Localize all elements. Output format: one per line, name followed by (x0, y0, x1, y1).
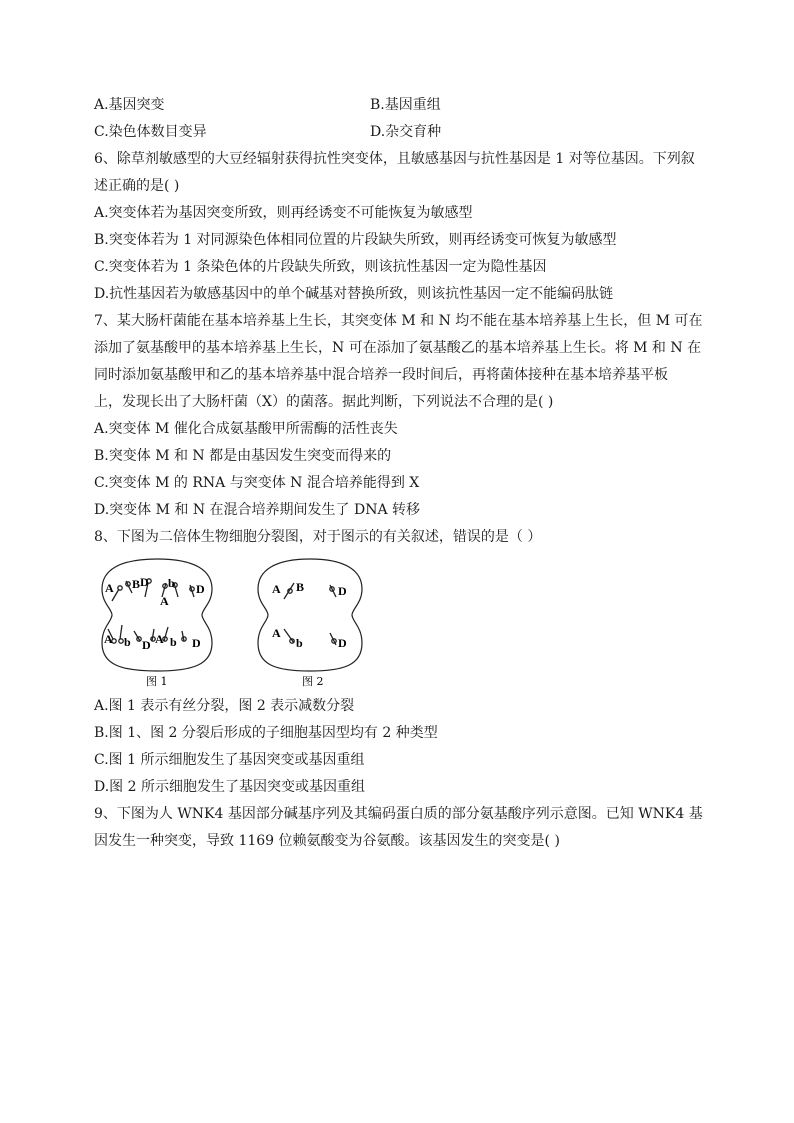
q7-stem-line-1: 7、某大肠杆菌能在基本培养基上生长，其突变体 M 和 N 均不能在基本培养基上生长，但 M 可在 (94, 313, 703, 329)
q8-option-a[interactable]: A.图 1 表示有丝分裂，图 2 表示减数分裂 (94, 698, 355, 714)
fig1-cell-membrane (102, 559, 212, 671)
q5-option-a[interactable]: A.基因突变 (94, 97, 165, 113)
q8-option-d[interactable]: D.图 2 所示细胞发生了基因突变或基因重组 (94, 779, 365, 795)
fig1-label-A-low-2: A (155, 632, 164, 646)
fig2-chromosomes (284, 583, 336, 645)
q7-option-d[interactable]: D.突变体 M 和 N 在混合培养期间发生了 DNA 转移 (94, 502, 421, 518)
q6-option-b[interactable]: B.突变体若为 1 对同源染色体相同位置的片段缺失所致，则再经诱变可恢复为敏感型 (94, 232, 617, 248)
q8-figures (94, 553, 700, 693)
figure-1-cell-diagram (98, 553, 216, 689)
q7-option-a[interactable]: A.突变体 M 催化合成氨基酸甲所需酶的活性丧失 (94, 421, 398, 437)
fig1-label-B-top: B (132, 577, 141, 591)
q8-option-c[interactable]: C.图 1 所示细胞发生了基因突变或基因重组 (94, 752, 365, 768)
fig2-label-D-top: D (338, 584, 347, 598)
fig2-label-B-top: B (296, 580, 305, 594)
fig1-label-D-low-2: D (192, 636, 201, 650)
q5-option-b[interactable]: B.基因重组 (370, 97, 441, 113)
q8-option-b[interactable]: B.图 1、图 2 分裂后形成的子细胞基因型均有 2 种类型 (94, 725, 438, 741)
fig2-label-A-top: A (272, 582, 281, 596)
q7-option-c[interactable]: C.突变体 M 的 RNA 与突变体 N 混合培养能得到 X (94, 475, 420, 491)
q5-option-d[interactable]: D.杂交育种 (370, 124, 442, 140)
q6-option-c[interactable]: C.突变体若为 1 条染色体的片段缺失所致，则该抗性基因一定为隐性基因 (94, 259, 547, 275)
fig1-label-b-top: b (168, 576, 175, 590)
fig2-label-A-low: A (272, 626, 281, 640)
figure-2-cell-diagram (254, 553, 366, 689)
fig2-cell-membrane (258, 559, 362, 671)
q9-stem-line-2: 因发生一种突变，导致 1169 位赖氨酸变为谷氨酸。该基因发生的突变是( ) (94, 833, 560, 849)
fig1-label-A-low-1: A (104, 632, 113, 646)
q6-option-d[interactable]: D.抗性基因若为敏感基因中的单个碱基对替换所致，则该抗性基因一定不能编码肽链 (94, 286, 614, 302)
fig2-caption: 图 2 (302, 675, 324, 688)
q6-stem-line-2: 述正确的是( ) (94, 178, 180, 194)
q6-stem-line-1: 6、除草剂敏感型的大豆经辐射获得抗性突变体，且敏感基因与抗性基因是 1 对等位基因。下列叙 (94, 151, 695, 167)
fig1-label-b-low-2: b (170, 635, 177, 649)
q7-stem-line-2: 添加了氨基酸甲的基本培养基上生长，N 可在添加了氨基酸乙的基本培养基上生长。将 M 和 N 在 (94, 340, 702, 356)
fig1-label-D-top-1: D (140, 575, 149, 589)
fig1-label-A-mid: A (160, 594, 169, 608)
q9-stem-line-1: 9、下图为人 WNK4 基因部分碱基序列及其编码蛋白质的部分氨基酸序列示意图。已知 WNK4 基 (94, 806, 703, 822)
fig1-label-D-low-1: D (142, 638, 151, 652)
fig2-label-b-low: b (296, 636, 303, 650)
fig1-label-D-top-2: D (196, 582, 205, 596)
q5-option-c[interactable]: C.染色体数目变异 (94, 124, 207, 140)
fig2-label-D-low: D (338, 636, 347, 650)
fig1-caption: 图 1 (146, 675, 168, 688)
fig1-upper-chromosomes (112, 579, 194, 601)
page-content (94, 92, 703, 855)
q7-stem-line-4: 上，发现长出了大肠杆菌（X）的菌落。据此判断，下列说法不合理的是( ) (94, 394, 554, 410)
fig1-label-b-low-1: b (124, 635, 131, 649)
q5-options-row-1 (94, 92, 700, 119)
q7-stem-line-3: 同时添加氨基酸甲和乙的基本培养基中混合培养一段时间后，再将菌体接种在基本培养基平板 (94, 367, 668, 383)
q6-option-a[interactable]: A.突变体若为基因突变所致，则再经诱变不可能恢复为敏感型 (94, 205, 473, 221)
fig1-label-A-top: A (105, 581, 114, 595)
q7-option-b[interactable]: B.突变体 M 和 N 都是由基因发生突变而得来的 (94, 448, 392, 464)
q8-stem: 8、下图为二倍体生物细胞分裂图，对于图示的有关叙述，错误的是（ ） (94, 529, 542, 545)
q5-options-row-2 (94, 119, 700, 146)
